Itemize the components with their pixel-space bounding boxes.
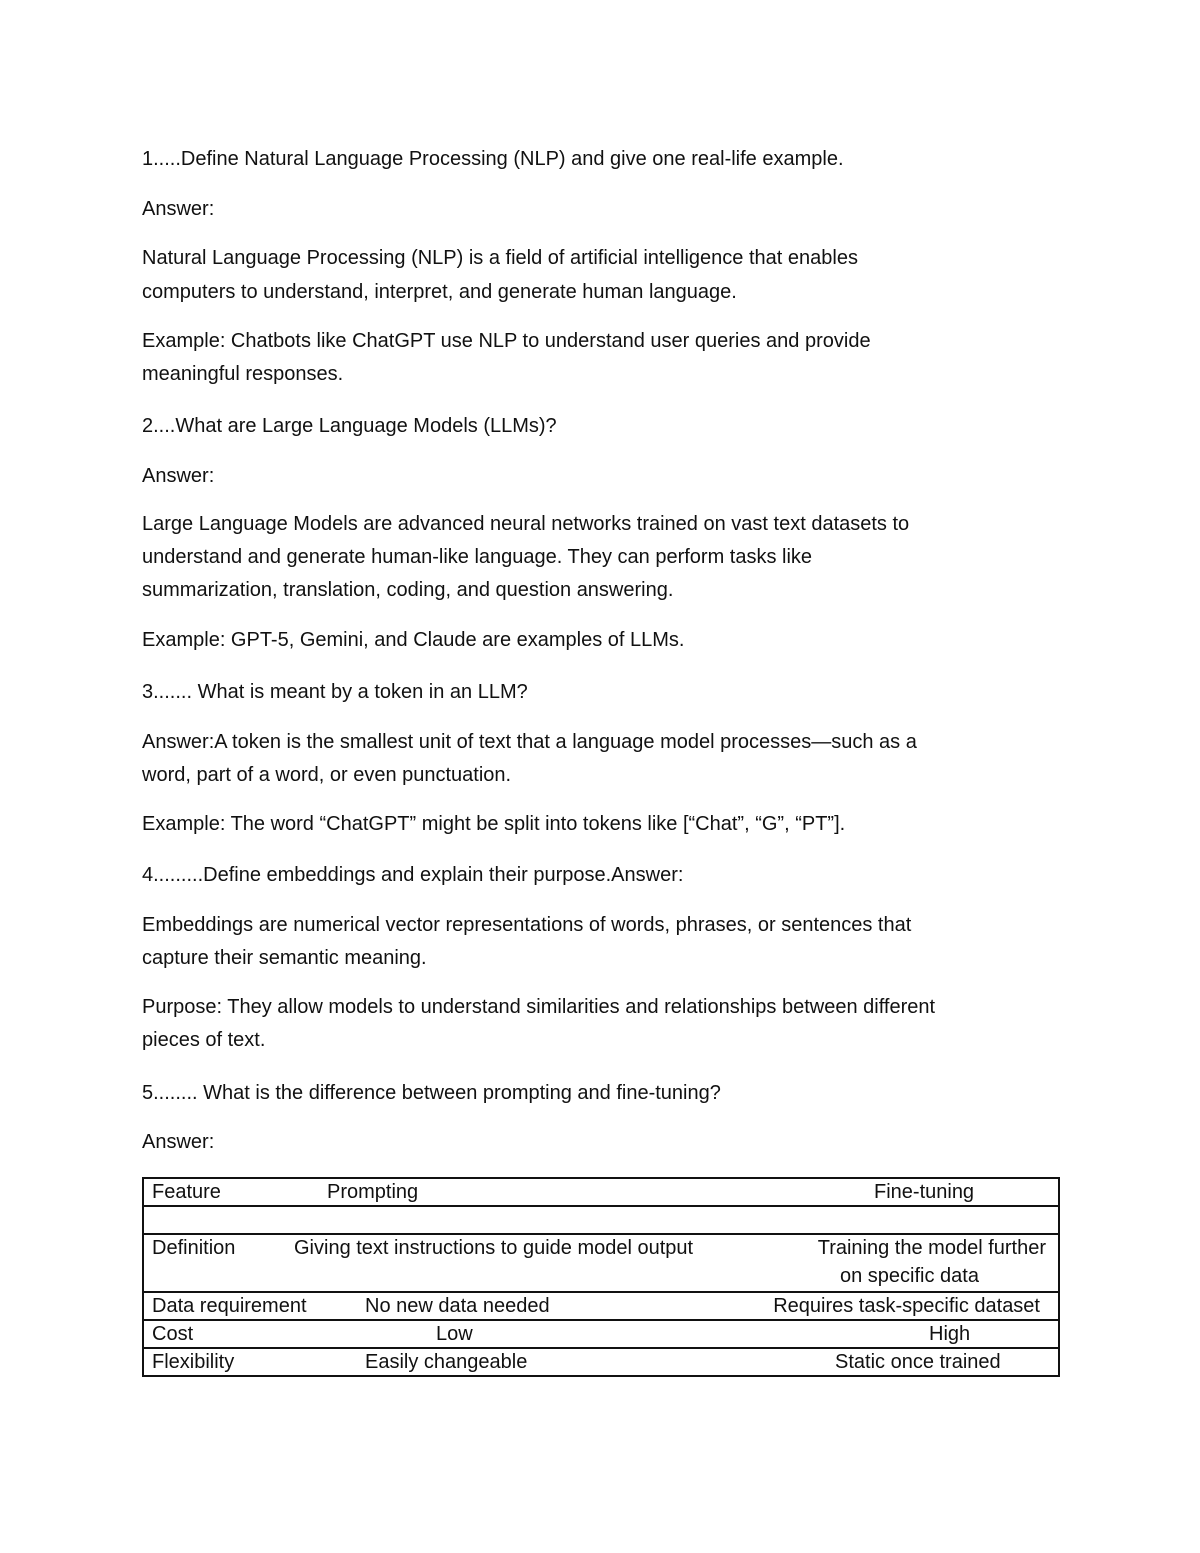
- cell-fine-tuning-line-1: Training the model further: [817, 1237, 1046, 1259]
- answer-2-line-2: understand and generate human-like language. They can perform tasks like: [142, 546, 813, 568]
- answer-1-line-1: Natural Language Processing (NLP) is a field of artificial intelligence that enables: [142, 247, 858, 269]
- cell-prompting: No new data needed: [365, 1295, 550, 1317]
- answer-1-line-2: computers to understand, interpret, and generate human language.: [142, 281, 737, 303]
- answer-4-line-1: Embeddings are numerical vector representations of words, phrases, or sentences that: [142, 914, 912, 936]
- table-empty-row: [143, 1206, 1059, 1234]
- purpose-4-line-2: pieces of text.: [142, 1029, 266, 1051]
- cell-fine-tuning: Static once trained: [835, 1351, 1001, 1373]
- question-1: 1.....Define Natural Language Processing (NLP) and give one real-life example.: [142, 148, 844, 170]
- example-1-line-1: Example: Chatbots like ChatGPT use NLP to understand user queries and provide: [142, 330, 871, 352]
- answer-3-line-1: Answer:A token is the smallest unit of text that a language model processes—such as a: [142, 731, 917, 753]
- question-5: 5........ What is the difference between prompting and fine-tuning?: [142, 1082, 721, 1104]
- cell-fine-tuning: Requires task-specific dataset: [773, 1295, 1040, 1317]
- header-fine-tuning: Fine-tuning: [874, 1181, 975, 1203]
- cell-prompting: Easily changeable: [365, 1351, 528, 1373]
- table-row: [143, 1292, 1059, 1320]
- cell-feature: Data requirement: [152, 1295, 307, 1317]
- example-2: Example: GPT-5, Gemini, and Claude are examples of LLMs.: [142, 629, 685, 651]
- header-prompting: Prompting: [327, 1181, 419, 1203]
- example-1-line-2: meaningful responses.: [142, 363, 344, 385]
- cell-feature: Definition: [152, 1237, 236, 1259]
- answer-label-5: Answer:: [142, 1131, 215, 1153]
- answer-3-line-2: word, part of a word, or even punctuation.: [142, 764, 512, 786]
- table-row: [143, 1348, 1059, 1376]
- cell-fine-tuning-line-2: on specific data: [840, 1265, 979, 1287]
- purpose-4-line-1: Purpose: They allow models to understand similarities and relationships between different: [142, 996, 936, 1018]
- answer-4-line-2: capture their semantic meaning.: [142, 947, 427, 969]
- question-2: 2....What are Large Language Models (LLMs)?: [142, 415, 557, 437]
- cell-prompting: Low: [436, 1323, 473, 1345]
- question-3: 3....... What is meant by a token in an LLM?: [142, 681, 528, 703]
- cell-prompting: Giving text instructions to guide model output: [294, 1237, 694, 1259]
- example-3: Example: The word “ChatGPT” might be split into tokens like [“Chat”, “G”, “PT”].: [142, 813, 846, 835]
- comparison-table: [142, 1177, 1060, 1377]
- answer-label-1: Answer:: [142, 198, 215, 220]
- answer-2-line-1: Large Language Models are advanced neural networks trained on vast text datasets to: [142, 513, 910, 535]
- cell-fine-tuning: High: [929, 1323, 971, 1345]
- table-row: [143, 1234, 1059, 1292]
- question-4: 4.........Define embeddings and explain their purpose.Answer:: [142, 864, 684, 886]
- cell-feature: Flexibility: [152, 1351, 235, 1373]
- table-header-row: [143, 1178, 1059, 1206]
- header-feature: Feature: [152, 1181, 221, 1203]
- answer-2-line-3: summarization, translation, coding, and question answering.: [142, 579, 674, 601]
- answer-label-2: Answer:: [142, 465, 215, 487]
- table-row: [143, 1320, 1059, 1348]
- cell-feature: Cost: [152, 1323, 194, 1345]
